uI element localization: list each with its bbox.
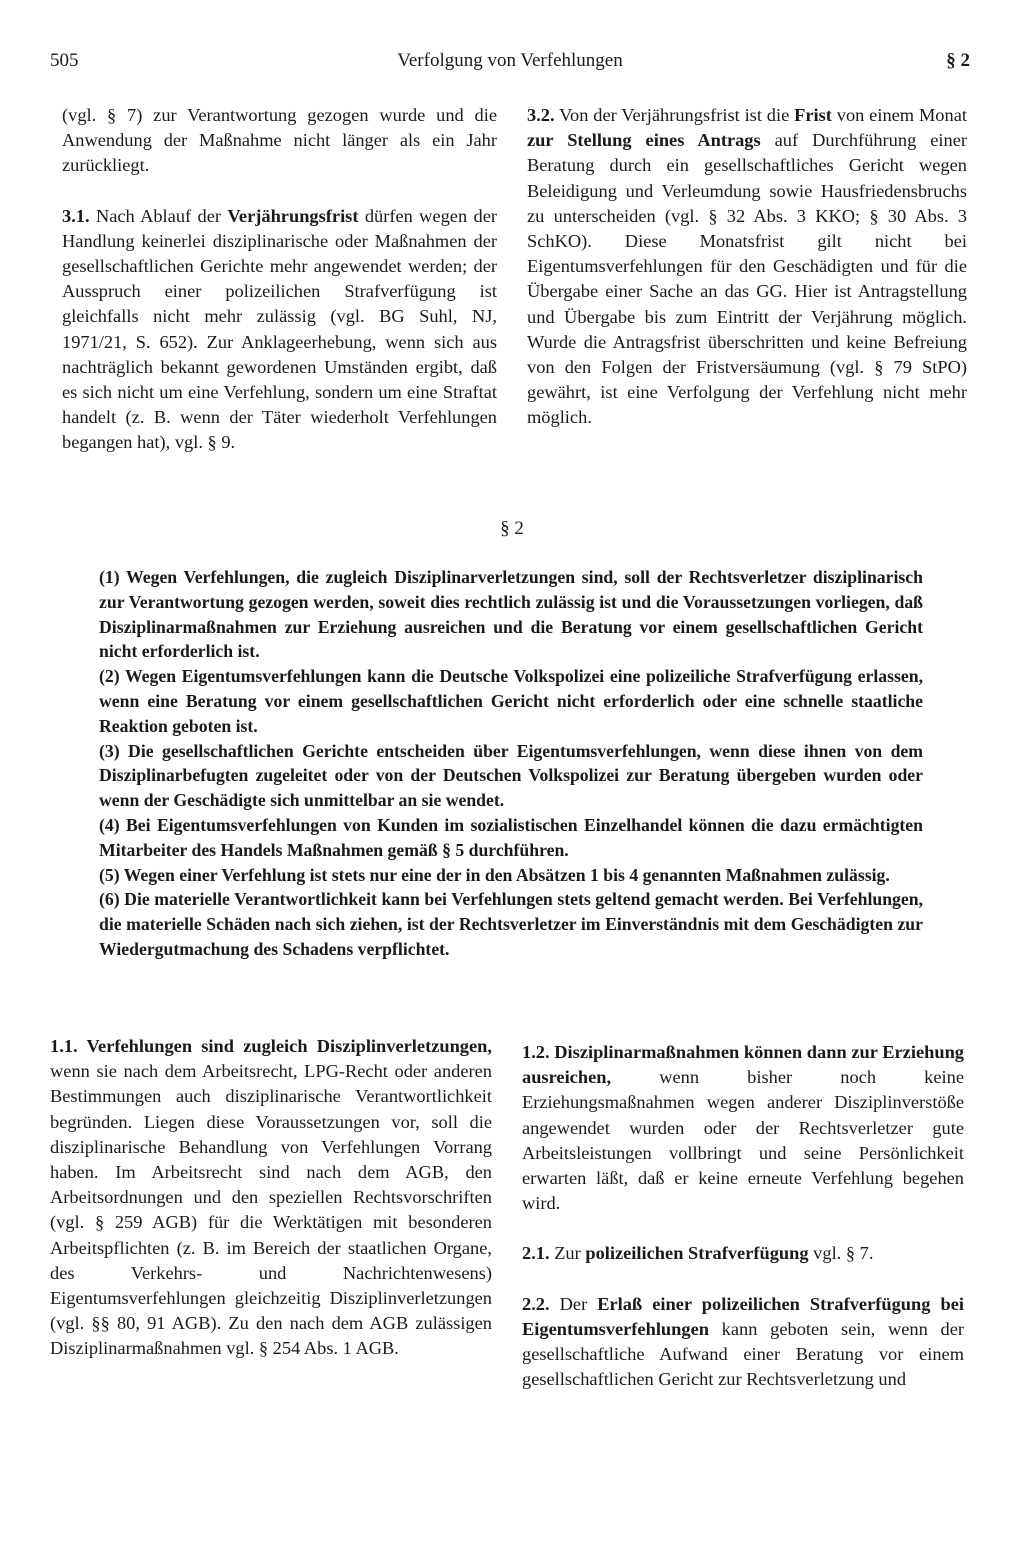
law-text [99,565,923,962]
keyword: Frist [794,105,832,125]
note-number: 3.1. [62,205,90,226]
note-number: 2.1. [522,1243,550,1264]
law-paragraph-6: (6) Die materielle Verantwortlichkeit kann bei Verfehlungen stets geltend gemacht werden. Bei Verfehlungen, die materielle Schäden nach sich ziehen, ist der Rechtsverletzer im Einverständnis mit dem Geschädigten zur Wiedergutmachung des Schadens verpflichtet. [99,889,923,959]
law-paragraph-2: (2) Wegen Eigentumsverfehlungen kann die Deutsche Volkspolizei eine polizeiliche Strafverfügung erlassen, wenn eine Beratung vor einem gesellschaftlichen Gericht nicht erforderlich oder eine schnelle staatliche Reaktion geboten ist. [99,666,923,736]
section-title: § 2 [500,518,524,539]
note-number: 3.2. [527,105,555,125]
commentary-upper-right [527,103,967,431]
law-paragraph-3: (3) Die gesellschaftlichen Gerichte entscheiden über Eigentumsverfehlungen, wenn diese ihnen von dem Disziplinarbefugten zugeleitet oder von der Deutschen Volkspolizei zur Beratung übergeben wurden oder wenn der Geschädigte sich unmittelbar an sie wendet. [99,740,923,811]
running-title: Verfolgung von Verfehlungen [397,50,623,71]
commentary-lower-left [50,1034,492,1362]
keyword: 1.2. Disziplinarmaßnahmen können dann zur Erziehung ausreichen, [522,1042,964,1088]
commentary-lower-right [522,1040,964,1392]
law-paragraph-5: (5) Wegen einer Verfehlung ist stets nur eine der in den Absätzen 1 bis 4 genannten Maßnahmen zulässig. [99,864,890,885]
keyword: Erlaß einer polizeilichen Strafverfügung bei Eigentumsverfehlungen [522,1293,964,1339]
page-header [50,50,970,80]
paragraph-3-2: 3.2. Von der Verjährungsfrist ist die Frist von einem Monat zur Stellung eines Antrags auf Durchführung einer Beratung durch ein gesellschaftliches Gericht wegen Beleidigung und Verleumdung sowie Hausfriedensbruchs zu unterscheiden (vgl. § 32 Abs. 3 KKO; § 30 Abs. 3 SchKO). Diese Monatsfrist gilt nicht bei Eigentumsverfehlungen für den Geschädigten und für die Übergabe einer Sache an das GG. Hier ist Antragstellung und Übergabe bis zum Eintritt der Verjährung möglich. Wurde die Antragsfrist überschritten und keine Befreiung von den Folgen der Fristversäumung (vgl. § 79 StPO) gewährt, ist eine Verfolgung der Verfehlung nicht mehr möglich. [527,105,967,428]
paragraph-2-2: 2.2. Der Erlaß einer polizeilichen Strafverfügung bei Eigentumsverfehlungen kann geboten sein, wenn der gesellschaftliche Aufwand einer Beratung vor einem gesellschaftlichen Gericht zur Rechtsverletzung und [522,1293,964,1390]
note-number: 2.2. [522,1293,550,1314]
commentary-upper-left [62,103,497,456]
keyword: polizeilichen Strafverfügung [585,1243,809,1264]
paragraph-1-1: 1.1. Verfehlungen sind zugleich Disziplinverletzungen, wenn sie nach dem Arbeitsrecht, LPG-Recht oder anderen Bestimmungen auch disziplinarische Verantwortlichkeit begründen. Liegen diese Voraussetzungen vor, soll die disziplinarische Behandlung von Verfehlungen Vorrang haben. Im Arbeitsrecht sind nach dem AGB, den Arbeitsordnungen und den speziellen Rechtsvorschriften (vgl. § 259 AGB) für die Werktätigen mit besonderen Arbeitspflichten (z. B. im Bereich der staatlichen Organe, des Verkehrs- und Nachrichtenwesens) Eigentumsverfehlungen gleichzeitig Disziplinverletzungen (vgl. §§ 80, 91 AGB). Zu den nach dem AGB zulässigen Disziplinarmaßnahmen vgl. § 254 Abs. 1 AGB. [50,1036,492,1359]
paragraph-3-1: 3.1. Nach Ablauf der Verjährungsfrist dürfen wegen der Handlung keinerlei disziplinarische oder Maßnahmen der gesellschaftlichen Gerichte mehr angewendet werden; der Ausspruch einer polizeilichen Strafverfügung ist gleichfalls nicht mehr zulässig (vgl. BG Suhl, NJ, 1971/21, S. 652). Zur Anklageerhebung, wenn sich aus nachträglich bekannt gewordenen Umständen ergibt, daß es sich nicht um eine Verfehlung, sondern um eine Straftat handelt (z. B. wenn der Täter wiederholt Verfehlungen begangen hat), vgl. § 9. [62,205,497,453]
keyword: Verjährungsfrist [227,205,359,226]
keyword: 1.1. Verfehlungen sind zugleich Disziplinverletzungen, [50,1036,492,1056]
paragraph-continuation: (vgl. § 7) zur Verantwortung gezogen wurde und die Anwendung der Maßnahme nicht länger als ein Jahr zurückliegt. [62,105,497,176]
paragraph-2-1: 2.1. Zur polizeilichen Strafverfügung vgl. § 7. [522,1243,874,1264]
law-paragraph-4: (4) Bei Eigentumsverfehlungen von Kunden im sozialistischen Einzelhandel können die dazu ermächtigten Mitarbeiter des Handels Maßnahmen gemäß § 5 durchführen. [99,814,923,860]
page-number: 505 [50,50,79,71]
paragraph-1-2: 1.2. Disziplinarmaßnahmen können dann zur Erziehung ausreichen, wenn bisher noch keine Erziehungsmaßnahmen wegen anderer Disziplinverstöße angewendet wurden oder der Rechtsverletzer gute Arbeitsleistungen vollbringt und seine Persönlichkeit erwarten läßt, daß er keine erneute Verfehlung begehen wird. [522,1042,964,1214]
section-marker: § 2 [946,50,970,71]
law-paragraph-1: (1) Wegen Verfehlungen, die zugleich Disziplinarverletzungen sind, soll der Rechtsverletzer disziplinarisch zur Verantwortung gezogen werden, soweit dies rechtlich zulässig ist und die Voraussetzungen vorliegen, daß Disziplinarmaßnahmen zur Erziehung ausreichen und die Beratung vor einem gesellschaftlichen Gericht nicht erforderlich ist. [99,567,923,662]
keyword: zur Stellung eines Antrags [527,130,761,151]
